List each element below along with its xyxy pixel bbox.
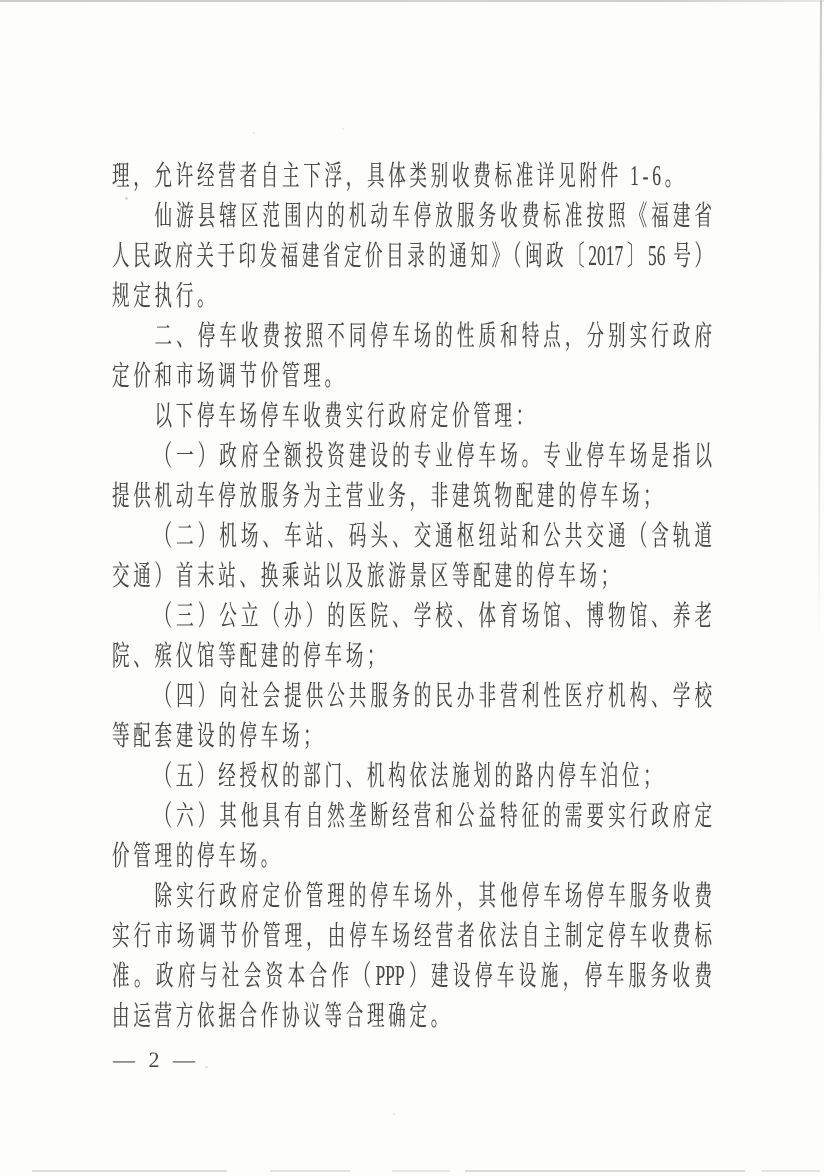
page-number: — 2 — xyxy=(113,1047,199,1072)
text-line: （三）公立（办）的医院、学校、体育场馆、博物馆、养老 xyxy=(154,601,712,632)
text-line: 规定执行。 xyxy=(112,281,219,312)
text-line: 理，允许经营者自主下浮，具体类别收费标准详见附件 1-6。 xyxy=(112,161,686,192)
text-line: 仙游县辖区范围内的机动车停放服务收费标准按照《福建省 xyxy=(154,201,712,232)
text-line: 院、殡仪馆等配建的停车场； xyxy=(112,641,389,672)
scan-speck xyxy=(393,1113,395,1115)
text-line: 实行市场调节价管理，由停车场经营者依法自主制定停车收费标 xyxy=(112,921,712,952)
text-line: 定价和市场调节价管理。 xyxy=(112,361,346,392)
scan-artifact-segment xyxy=(270,1170,350,1172)
text-line: 交通）首末站、换乘站以及旅游景区等配建的停车场； xyxy=(112,561,623,592)
scan-speck xyxy=(253,132,255,134)
text-line: 二、停车收费按照不同停车场的性质和特点，分别实行政府 xyxy=(154,321,712,352)
scan-artifact-bottom-edge xyxy=(0,1170,824,1174)
text-line: 除实行政府定价管理的停车场外，其他停车场停车服务收费 xyxy=(154,881,712,912)
text-line: （六）其他具有自然垄断经营和公益特征的需要实行政府定 xyxy=(154,801,712,832)
scan-speck xyxy=(342,128,344,130)
scan-speck xyxy=(125,197,128,200)
document-body xyxy=(112,157,712,1037)
text-line: （四）向社会提供公共服务的民办非营利性医疗机构、学校 xyxy=(154,681,712,712)
text-line: 以下停车场停车收费实行政府定价管理： xyxy=(154,401,538,432)
text-line: （五）经授权的部门、机构依法施划的路内停车泊位； xyxy=(154,761,665,792)
text-line: 提供机动车停放服务为主营业务，非建筑物配建的停车场； xyxy=(112,481,665,512)
scan-speck xyxy=(205,1066,208,1068)
text-line: 价管理的停车场。 xyxy=(112,841,283,872)
scan-artifact-segment xyxy=(465,1170,745,1172)
text-line: （一）政府全额投资建设的专业停车场。专业停车场是指以 xyxy=(154,441,712,472)
text-line: 准。政府与社会资本合作（PPP）建设停车设施，停车服务收费 xyxy=(112,961,712,992)
scan-artifact-top-edge xyxy=(0,0,824,2)
scan-artifact-right-edge xyxy=(818,0,822,640)
text-line: 等配套建设的停车场； xyxy=(112,721,325,752)
scan-artifact-segment xyxy=(392,1170,450,1172)
scan-artifact-segment xyxy=(32,1170,227,1172)
text-line: 人民政府关于印发福建省定价目录的通知》（闽政〔2017〕56 号） xyxy=(112,241,712,272)
text-line: 由运营方依据合作协议等合理确定。 xyxy=(112,1001,453,1032)
scan-artifact-segment xyxy=(762,1170,820,1172)
text-line: （二）机场、车站、码头、交通枢纽站和公共交通（含轨道 xyxy=(154,521,712,552)
